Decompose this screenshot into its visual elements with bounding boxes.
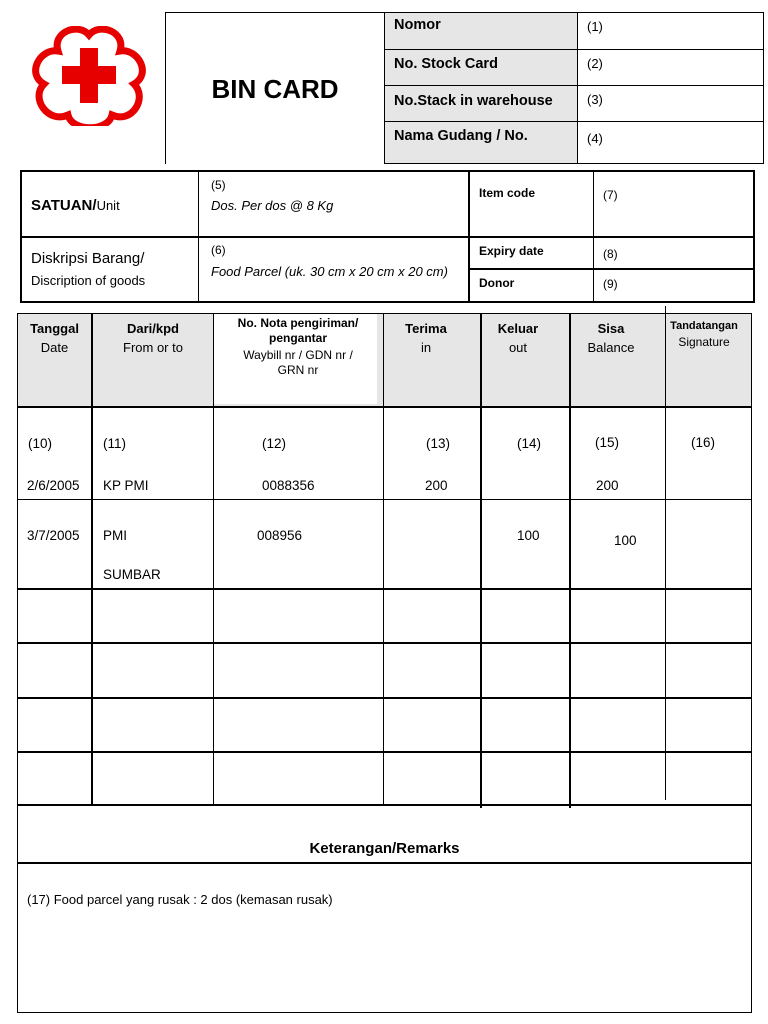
header-value-stock-card: (2) — [578, 50, 763, 86]
row1-in: 200 — [425, 478, 448, 493]
row2-out: 100 — [517, 528, 540, 543]
row2-nota: 008956 — [257, 528, 303, 543]
expiry-label: Expiry date — [479, 244, 544, 258]
expiry-value: (8) — [603, 247, 618, 261]
col-header-sisa: Sisa Balance — [587, 321, 635, 355]
index-11: (11) — [103, 436, 127, 451]
header-label-stack: No.Stack in warehouse — [385, 86, 578, 122]
desc-number: (6) — [211, 243, 226, 257]
header-value-nomor: (1) — [578, 13, 763, 50]
item-code-value: (7) — [603, 188, 618, 202]
header-label-stock-card: No. Stock Card — [385, 50, 578, 86]
ledger-table — [17, 313, 752, 1013]
desc-label-en: Discription of goods — [31, 273, 146, 288]
index-15: (15) — [595, 435, 620, 450]
row1-from: KP PMI — [103, 478, 149, 493]
desc-value: Food Parcel (uk. 30 cm x 20 cm x 20 cm) — [211, 264, 448, 279]
row2-from: PMI — [103, 528, 128, 543]
row1-balance: 200 — [596, 478, 619, 493]
page-title: BIN CARD — [211, 74, 339, 104]
row1-nota: 0088356 — [262, 478, 315, 493]
row2-balance: 100 — [614, 533, 637, 548]
col-header-keluar: Keluar out — [497, 321, 539, 355]
header-value-gudang: (4) — [587, 131, 603, 146]
header-value-stack: (3) — [578, 86, 763, 122]
header-label-gudang: Nama Gudang / No. — [385, 122, 578, 163]
index-13: (13) — [426, 436, 451, 451]
item-code-label: Item code — [479, 186, 536, 200]
row2-date: 3/7/2005 — [27, 528, 80, 543]
row2-from-line2: SUMBAR — [103, 567, 161, 582]
red-cross-logo — [28, 26, 150, 126]
col-header-nota: No. Nota pengiriman/ pengantar Waybill nr / GDN nr / GRN nr — [237, 316, 359, 377]
index-10: (10) — [28, 436, 53, 451]
header-label-nomor: Nomor — [385, 13, 578, 50]
satuan-number: (5) — [211, 178, 226, 192]
index-16: (16) — [691, 435, 716, 450]
col-header-tandatangan: Tandatangan Signature — [670, 320, 738, 349]
index-12: (12) — [262, 436, 287, 451]
remarks-title: Keterangan/Remarks — [309, 840, 460, 857]
index-14: (14) — [517, 436, 542, 451]
desc-label: Diskripsi Barang/ — [31, 250, 145, 267]
col-header-tanggal: Tanggal Date — [30, 321, 79, 355]
donor-value: (9) — [603, 277, 618, 291]
col-header-terima: Terima in — [405, 321, 447, 355]
row1-date: 2/6/2005 — [27, 478, 80, 493]
satuan-value: Dos. Per dos @ 8 Kg — [211, 198, 334, 213]
remarks-text: (17) Food parcel yang rusak : 2 dos (kemasan rusak) — [27, 892, 333, 907]
donor-label: Donor — [479, 276, 515, 290]
satuan-label: SATUAN/Unit — [31, 197, 120, 214]
col-header-dari: Dari/kpd From or to — [123, 321, 183, 355]
